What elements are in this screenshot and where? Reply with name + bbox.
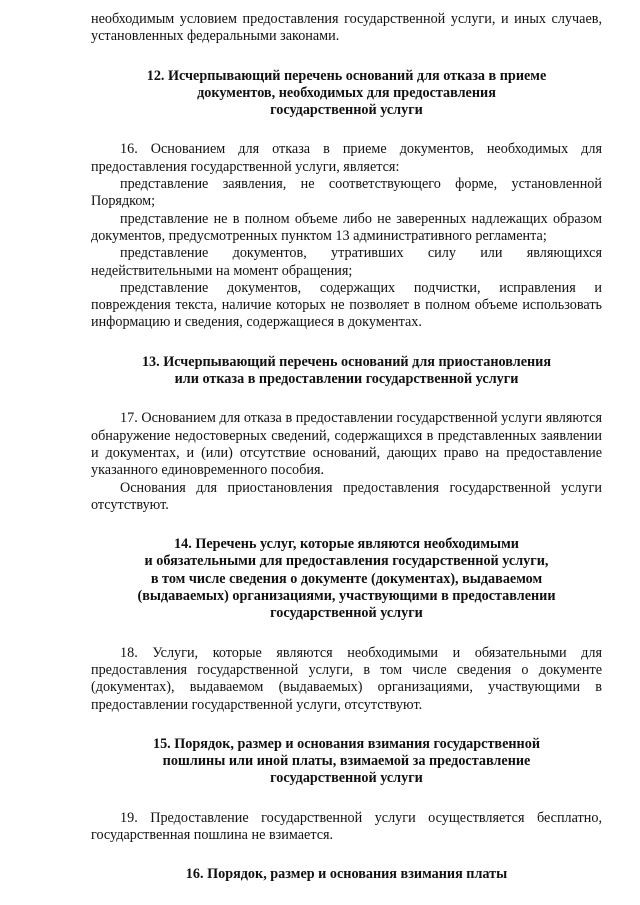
paragraph: 19. Предоставление государственной услуги осуществляется бесплатно, государственная пошлина не взимается. [91, 809, 602, 843]
paragraph: Основания для приостановления предоставления государственной услуги отсутствуют. [91, 479, 602, 513]
section-14-heading [91, 536, 602, 622]
paragraph: 17. Основанием для отказа в предоставлении государственной услуги являются обнаружение недостоверных сведений, содержащихся в представленных заявлении и документах, и (или) отсутствие оснований, дающих право на предоставление указанного единовременного пособия. [91, 410, 602, 479]
paragraph: 16. Основанием для отказа в приеме документов, необходимых для предоставления государственной услуги, является: [91, 141, 602, 175]
heading-line: и обязательными для предоставления государственной услуги, [144, 553, 549, 570]
heading-line: государственной услуги [270, 770, 423, 787]
heading-line: 12. Исчерпывающий перечень оснований для отказа в приеме [146, 67, 547, 84]
heading-line: 14. Перечень услуг, которые являются необходимыми [174, 536, 519, 553]
heading-line: в том числе сведения о документе (документах), выдаваемом [150, 570, 543, 587]
heading-line: документов, необходимых для предоставления [197, 84, 496, 101]
paragraph: представление не в полном объеме либо не заверенных надлежащих образом документов, предусмотренных пунктом 13 административного регламента; [91, 210, 602, 244]
heading-line: 16. Порядок, размер и основания взимания платы [185, 866, 508, 883]
paragraph: представление заявления, не соответствующего форме, установленной Порядком; [91, 176, 602, 210]
heading-line: (выдаваемых) организациями, участвующими в предоставлении [137, 588, 556, 605]
heading-line: пошлины или иной платы, взимаемой за предоставление [162, 753, 531, 770]
heading-line: 13. Исчерпывающий перечень оснований для приостановления [141, 353, 552, 370]
section-15-heading [91, 736, 602, 788]
heading-line: 15. Порядок, размер и основания взимания государственной [152, 735, 541, 752]
section-16-heading [91, 866, 602, 883]
heading-line: государственной услуги [270, 102, 423, 119]
section-13-heading [91, 354, 602, 389]
heading-line: или отказа в предоставлении государственной услуги [174, 371, 519, 388]
paragraph: представление документов, утративших силу или являющихся недействительными на момент обращения; [91, 245, 602, 279]
heading-line: государственной услуги [270, 605, 423, 622]
paragraph: представление документов, содержащих подчистки, исправления и повреждения текста, наличие которых не позволяет в полном объеме использовать информацию и сведения, содержащиеся в документах. [91, 279, 602, 331]
intro-paragraph: необходимым условием предоставления государственной услуги, и иных случаев, установленных федеральными законами. [91, 11, 602, 45]
section-12-heading [91, 68, 602, 120]
paragraph: 18. Услуги, которые являются необходимыми и обязательными для предоставления государственной услуги, в том числе сведения о документе (документах), выдаваемом (выдаваемых) организациями, участвующими в предоставлении государственной услуги, отсутствуют. [91, 644, 602, 713]
